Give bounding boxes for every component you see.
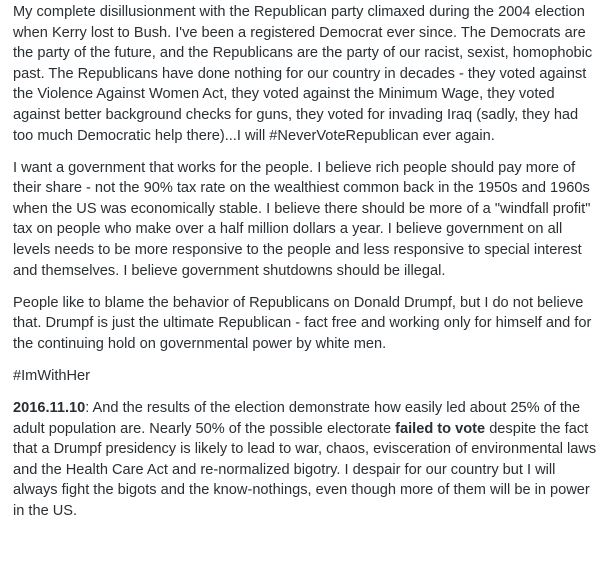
paragraph-update <box>13 398 600 522</box>
paragraph-government-beliefs: I want a government that works for the people. I believe rich people should pay more of their share - not the 90% tax rate on the wealthiest common back in the 1950s and 1960s when the US was economically stable. I believe there should be more of a "windfall profit" tax on people who make over a half million dollars a year. I believe government on all levels needs to be more responsive to the people and less responsive to special interest and themselves. I believe government shutdowns should be illegal. <box>13 159 591 279</box>
update-text-after: despite the fact that a Drumpf presidency is likely to lead to war, chaos, evisceration of environmental laws and the Health Care Act and re-normalized bigotry. I despair for our country but I will always fight the bigots and the know-nothings, even though more of them will be in power in the US. <box>13 420 597 520</box>
update-text-before: : And the results of the election demonstrate how easily led about 25% of the adult population are. Nearly 50% of the possible electorate <box>13 400 581 437</box>
paragraph-drumpf: People like to blame the behavior of Republicans on Donald Drumpf, but I do not believe that. Drumpf is just the ultimate Republican - fact free and working only for himself and for the continuing hold on governmental power by white men. <box>13 294 592 352</box>
paragraph-disillusionment: My complete disillusionment with the Republican party climaxed during the 2004 election when Kerry lost to Bush. I've been a registered Democrat ever since. The Democrats are the party of the future, and the Republicans are the party of our racist, sexist, homophobic past. The Republicans have done nothing for our country in decades - they voted against the Violence Against Women Act, they voted against the Minimum Wage, they voted against better background checks for guns, they voted for invading Iraq (sadly, they had too much Democratic help there)...I will #NeverVoteRepublican ever again. <box>13 4 593 144</box>
update-emphasis: failed to vote <box>395 420 486 437</box>
hashtag-line: #ImWithHer <box>13 368 91 384</box>
update-date: 2016.11.10 <box>13 400 86 417</box>
